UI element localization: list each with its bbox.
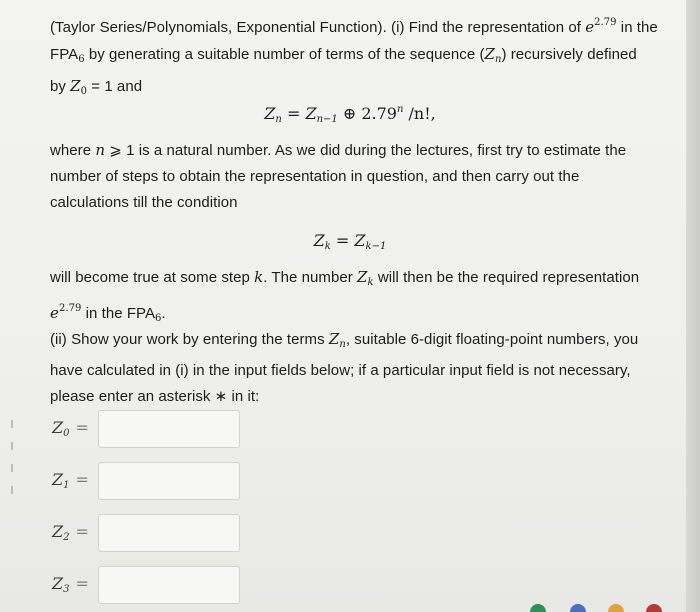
z3-input[interactable]	[98, 566, 240, 604]
where-line-3: calculations till the condition	[50, 194, 238, 211]
recurrence-formula: $Z_n = Z_{n-1}$ ⊕ 2.79$^n$ /n!,	[264, 104, 436, 125]
intro-line-1: (Taylor Series/Polynomials, Exponential Function). (i) Find the representation of $e^{2.79}$ in the	[50, 17, 658, 36]
become-line-2: $e^{2.79}$ in the $FPA_6$.	[50, 303, 166, 324]
z2-input[interactable]	[98, 514, 240, 552]
z1-label: $Z_1$ =	[52, 470, 89, 491]
z3-label: $Z_3$ =	[52, 574, 89, 595]
part2-line-1: (ii) Show your work by entering the terms $Z_n$, suitable 6-digit floating-point numbers, you	[50, 330, 639, 350]
dock-app-icon	[608, 604, 624, 612]
intro-line-2: $FPA_6$ by generating a suitable number of terms of the sequence $(Z_n)$ recursively defined	[50, 45, 637, 65]
z0-label: $Z_0$ =	[52, 418, 89, 439]
problem-intro	[50, 10, 670, 105]
margin-marks	[11, 420, 15, 540]
intro-line-3: by $Z_0 = 1$ and	[50, 77, 143, 97]
where-line-2: number of steps to obtain the representation in question, and then carry out the	[50, 168, 580, 185]
problem-where	[50, 137, 670, 216]
problem-become	[50, 264, 670, 332]
part2-line-3: please enter an asterisk ∗ in it:	[50, 388, 260, 405]
dock-app-icon	[570, 604, 586, 612]
window-edge	[686, 0, 700, 612]
become-line-1: will become true at some step k. The number $Z_k$ will then be the required representation	[50, 268, 640, 288]
condition-formula: $Z_k = Z_{k-1}$	[313, 231, 387, 252]
z2-label: $Z_2$ =	[52, 522, 89, 543]
z0-input[interactable]	[98, 410, 240, 448]
dock-app-icon	[530, 604, 546, 612]
where-line-1: where n ⩾ 1 is a natural number. As we did during the lectures, first try to estimate the	[50, 141, 627, 159]
problem-part-ii	[50, 326, 670, 410]
part2-line-2: have calculated in (i) in the input fields below; if a particular input field is not necessary,	[50, 362, 631, 379]
z1-input[interactable]	[98, 462, 240, 500]
dock-strip	[520, 600, 700, 612]
dock-app-icon	[646, 604, 662, 612]
